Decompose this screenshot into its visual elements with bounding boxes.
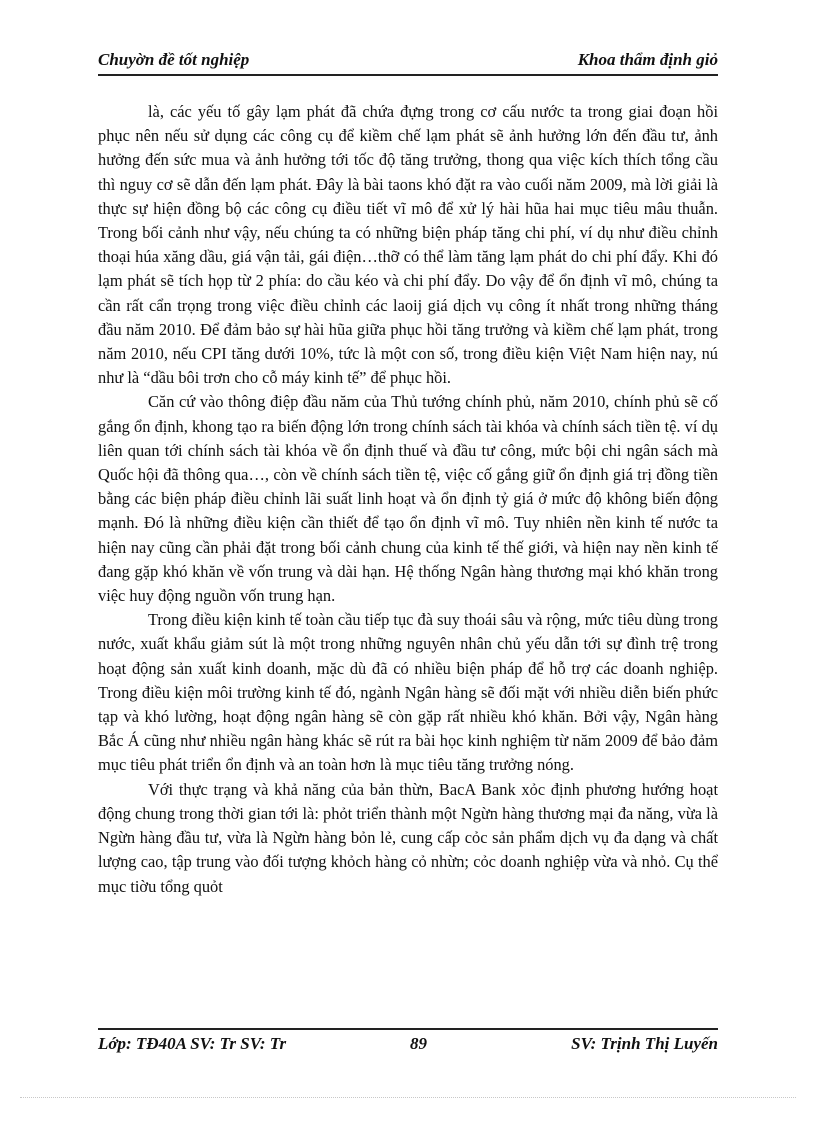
paragraph: là, các yếu tố gây lạm phát đã chứa đựng trong cơ cấu nước ta trong giai đoạn hồi phục nên nếu sử dụng các công cụ để kiềm chế lạm phát sẽ ảnh hưởng lớn đến đầu tư, ảnh hưởng đến sức mua và ảnh hưởng tới tốc độ tăng trưởng, thong qua việc kích thích tổng cầu thì nguy cơ sẽ dẫn đến lạm phát. Đây là bài taons khó đặt ra vào cuối năm 2009, mà lời giải là thực sự hiện đồng bộ các công cụ điều tiết vĩ mô để xử lý hài hũa hai mục tiêu mâu thuẫn. Trong bối cảnh như vậy, nếu chúng ta có những biện pháp tăng chi phí, ví dụ như điều chỉnh thoại húa xăng dầu, giá vận tải, gái điện…thỡ có thể làm tăng lạm phát do chi phí đẩy. Khi đó lạm phát sẽ tích họp từ 2 phía: do cầu kéo và chi phí đẩy. Do vậy để ổn định vĩ mô, chúng ta cần rất cẩn trọng trong việc điều chỉnh các laoij giá dịch vụ công ít nhất trong những tháng đầu năm 2010. Để đảm bảo sự hài hũa giữa phục hồi tăng trưởng và kiềm chế lạm phát, trong năm 2010, nếu CPI tăng dưới 10%, tức là một con số, trong điều kiện Việt Nam hiện nay, nú như là “dầu bôi trơn cho cỗ máy kinh tế” để phục hồi. [98,102,718,388]
paragraph: Căn cứ vào thông điệp đầu năm của Thủ tướng chính phủ, năm 2010, chính phủ sẽ cố gắng ổn định, khong tạo ra biến động lớn trong chính sách tài khóa và chính sách tiền tệ. ví dụ liên quan tới chính sách tài khóa về ổn định thuế và đầu tư công, mức bội chi ngân sách mà Quốc hội đã thông qua…, còn về chính sách tiền tệ, việc cố gắng giữ ổn định giá trị đồng tiền bằng các biện pháp điều chỉnh lãi suất linh hoạt và ổn định tỷ giá ở mức độ không biến động mạnh. Đó là những điều kiện cần thiết để tạo ổn định vĩ mô. Tuy nhiên nền kinh tế nước ta hiện nay cũng cần phải đặt trong bối cảnh chung của kinh tế thế giới, và hiện nay nền kinh tế đang gặp khó khăn về vốn trung và dài hạn. Hệ thống Ngân hàng thương mại khó khăn trong việc huy động nguồn vốn trung hạn. [98,392,718,606]
footer-student: SV: Trịnh Thị Luyến [571,1034,718,1053]
header-title: Chuyờn đề tốt nghiệp [98,50,250,69]
page-footer [98,1028,718,1060]
footer-class: Lớp: TĐ40A SV: Tr SV: Tr [98,1034,287,1053]
paragraph: Với thực trạng và khả năng của bản thừn, BacA Bank xỏc định phương hướng hoạt động chung trong thời gian tới là: phỏt triển thành một Ngừn hàng thương mại đa năng, vừa là Ngừn hàng đầu tư, vừa là Ngừn hàng bỏn lẻ, cung cấp cỏc sản phẩm dịch vụ đa dạng và chất lượng cao, tập trung vào đối tượng khỏch hàng cỏ nhừn; cỏc doanh nghiệp vừa và nhỏ. Cụ thể mục tiờu tổng quỏt [98,779,718,896]
page-edge-divider [20,1097,796,1098]
page-header [98,48,718,76]
header-faculty: Khoa thẩm định giỏ [577,50,718,69]
paragraph: Trong điều kiện kinh tế toàn cầu tiếp tục đà suy thoái sâu và rộng, mức tiêu dùng trong nước, xuất khẩu giảm sút là một trong những nguyên nhân chủ yếu dẫn tới sự đình trệ trong hoạt động sản xuất kinh doanh, mặc dù đã có nhiều biện pháp để hỗ trợ các doanh nghiệp. Trong điều kiện môi trường kinh tế đó, ngành Ngân hàng sẽ đối mặt với nhiều diễn biến phức tạp và khó lường, hoạt động ngân hàng sẽ còn gặp rất nhiều khó khăn. Bởi vậy, Ngân hàng Bắc Á cũng như nhiều ngân hàng khác sẽ rút ra bài học kinh nghiệm từ năm 2009 để bảo đảm mục tiêu phát triển ổn định và an toàn hơn là mục tiêu tăng trưởng nóng. [98,610,718,775]
body-text [98,100,718,899]
page-number: 89 [410,1034,427,1053]
